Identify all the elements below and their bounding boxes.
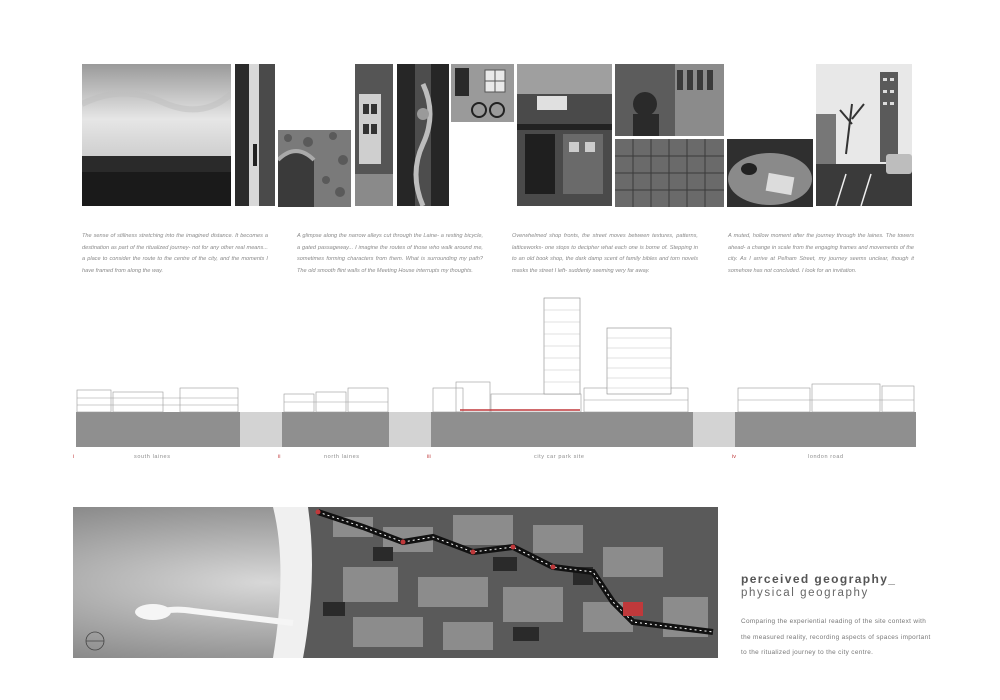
sea-horizon-photo — [82, 64, 231, 206]
pelham-street-photo — [816, 64, 912, 206]
street-view-photo — [355, 64, 393, 206]
panel-description: Comparing the experiential reading of the site context with the measured reality, recording aspects of spaces important to the ritualized journey to the city centre. — [741, 618, 931, 656]
aerial-map — [73, 507, 718, 658]
laine-alley-photo — [235, 64, 275, 206]
window-bicycle-photo — [451, 64, 514, 122]
paragraph-north-laines: A glimpse along the narrow alleys cut through the Laine- a resting bicycle, a gated passageway... I imagine the routes of those who walk around me, sometimes forming characters from them. What is surrounding my path? The old smooth flint walls of the Meeting House interrupts my thoughts. — [297, 233, 483, 274]
section-label-north-laines: north laines — [324, 454, 360, 460]
paragraph-south-laines: The sense of stillness stretching into the imagined distance. It becomes a destination as part of the ritualized journey- not for any other real means... a place to consider the route to the centre of the city, and the moments I have framed from along the way. — [82, 233, 268, 274]
building-elevations — [0, 290, 1000, 414]
section-numeral-1: i — [73, 454, 75, 460]
carved-door-photo — [397, 64, 449, 206]
flint-arch-photo — [278, 130, 351, 207]
ground-city-car-park — [431, 412, 693, 447]
section-numeral-2: ii — [278, 454, 281, 460]
section-label-city-car-park: city car park site — [534, 454, 585, 460]
paragraph-city-car-park: Overwhelmed shop fronts, the street moves between textures, patterns, latticeworks- one stops to decipher what each one is borne of. Stepping in to an old book shop, the dark damp scent of family bibles and torn novels masks the street I left- suddenly seeming very far away. — [512, 233, 698, 274]
section-numeral-4: iv — [732, 454, 736, 460]
bookshop-window-photo — [615, 139, 724, 207]
ground-london-road — [735, 412, 916, 447]
clothes-shop-photo — [615, 64, 724, 136]
panel-title: perceived geography_ — [741, 572, 897, 586]
shop-front-photo — [517, 64, 612, 206]
panel-subtitle: physical geography — [741, 587, 869, 599]
section-numeral-3: iii — [427, 454, 431, 460]
section-label-london-road: london road — [808, 454, 844, 460]
paragraph-london-road: A muted, hollow moment after the journey through the laines. The towers ahead- a change in scale from the engaging frames and movements of the city. As I arrive at Pelham Street, my journey seems unclear, though it somehow has not concluded. I look for an invitation. — [728, 233, 914, 274]
ground-south-laines — [76, 412, 240, 447]
ground-north-laines — [282, 412, 389, 447]
section-label-south-laines: south laines — [134, 454, 171, 460]
cafe-table-photo — [727, 139, 813, 207]
